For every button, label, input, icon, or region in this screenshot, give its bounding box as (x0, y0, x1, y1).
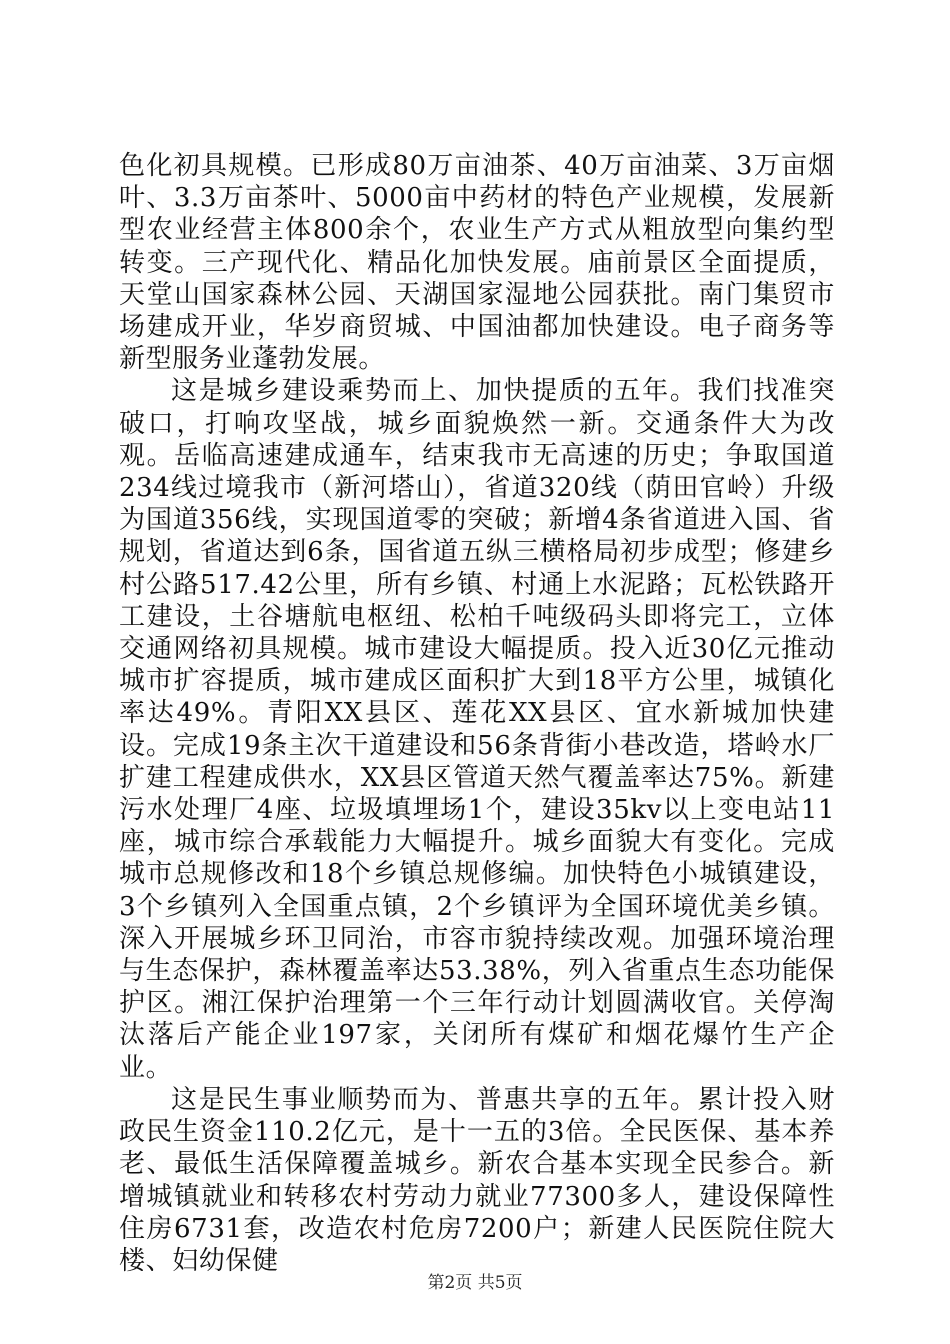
paragraph-3: 这是民生事业顺势而为、普惠共享的五年。累计投入财政民生资金110.2亿元，是十一五的3倍。全民医保、基本养老、最低生活保障覆盖城乡。新农合基本实现全民参合。新增城镇就业和转移农村劳动力就业77300多人，建设保障性住房6731套，改造农村危房7200户；新建人民医院住院大楼、妇幼保健 (119, 1084, 835, 1276)
page-footer (0, 1272, 950, 1294)
paragraph-1: 色化初具规模。已形成80万亩油茶、40万亩油菜、3万亩烟叶、3.3万亩茶叶、5000亩中药材的特色产业规模，发展新型农业经营主体800余个，农业生产方式从粗放型向集约型转变。三产现代化、精品化加快发展。庙前景区全面提质，天堂山国家森林公园、天湖国家湿地公园获批。南门集贸市场建成开业，华岁商贸城、中国油都加快建设。电子商务等新型服务业蓬勃发展。 (119, 151, 835, 375)
page-number: 第2页 共5页 (427, 1273, 523, 1293)
paragraph-2: 这是城乡建设乘势而上、加快提质的五年。我们找准突破口，打响攻坚战，城乡面貌焕然一新。交通条件大为改观。岳临高速建成通车，结束我市无高速的历史；争取国道234线过境我市（新河塔山），省道320线（荫田官岭）升级为国道356线，实现国道零的突破；新增4条省道进入国、省规划，省道达到6条，国省道五纵三横格局初步成型；修建乡村公路517.42公里，所有乡镇、村通上水泥路；瓦松铁路开工建设，土谷塘航电枢纽、松柏千吨级码头即将完工，立体交通网络初具规模。城市建设大幅提质。投入近30亿元推动城市扩容提质，城市建成区面积扩大到18平方公里，城镇化率达49%。青阳XX县区、莲花XX县区、宜水新城加快建设。完成19条主次干道建设和56条背街小巷改造，塔岭水厂扩建工程建成供水，XX县区管道天然气覆盖率达75%。新建污水处理厂4座、垃圾填埋场1个，建设35kv以上变电站11座，城市综合承载能力大幅提升。城乡面貌大有变化。完成城市总规修改和18个乡镇总规修编。加快特色小城镇建设，3个乡镇列入全国重点镇，2个乡镇评为全国环境优美乡镇。深入开展城乡环卫同治，市容市貌持续改观。加强环境治理与生态保护，森林覆盖率达53.38%，列入省重点生态功能保护区。湘江保护治理第一个三年行动计划圆满收官。关停淘汰落后产能企业197家，关闭所有煤矿和烟花爆竹生产企业。 (119, 376, 835, 1083)
document-body (119, 150, 835, 1277)
